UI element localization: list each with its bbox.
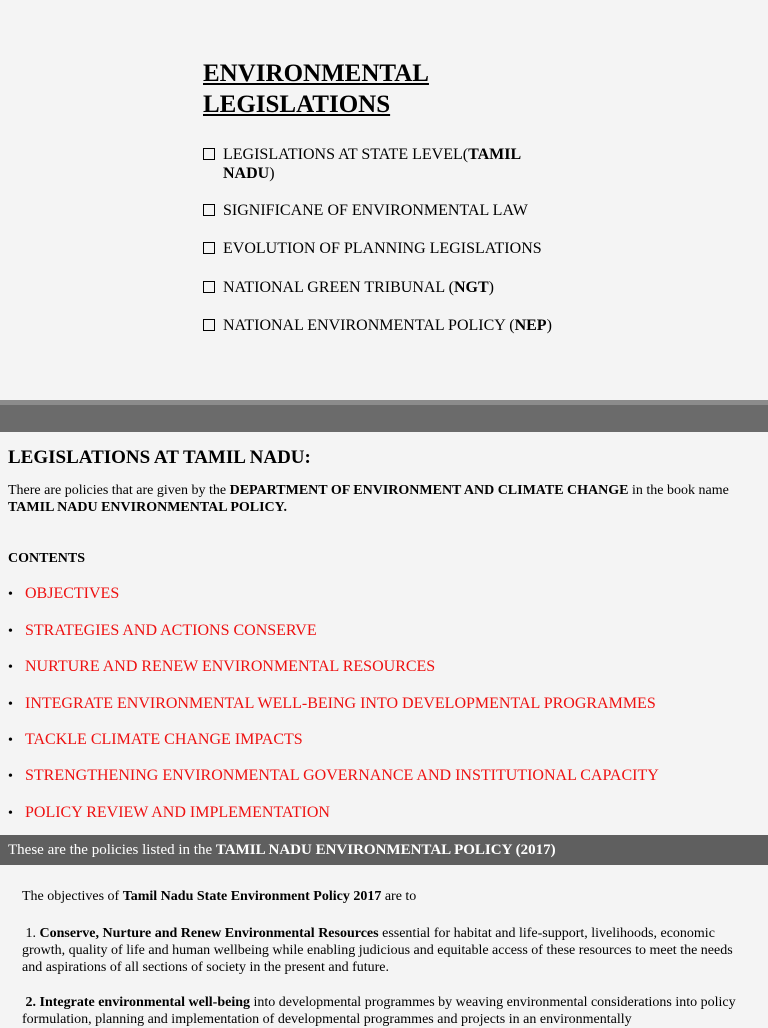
contents-label: CONTENTS xyxy=(8,551,86,566)
contents-item: • TACKLE CLIMATE CHANGE IMPACTS xyxy=(8,731,303,748)
topic-item: LEGISLATIONS AT STATE LEVEL(TAMIL NADU) xyxy=(203,145,583,183)
bullet-icon: • xyxy=(8,624,13,639)
topic-item: EVOLUTION OF PLANNING LEGISLATIONS xyxy=(203,239,583,258)
contents-item: • NURTURE AND RENEW ENVIRONMENTAL RESOURCES xyxy=(8,658,436,675)
bullet-icon: • xyxy=(8,769,13,784)
contents-item: • INTEGRATE ENVIRONMENTAL WELL-BEING INTO DEVELOPMENTAL PROGRAMMES xyxy=(8,695,656,712)
contents-item: • STRENGTHENING ENVIRONMENTAL GOVERNANCE AND INSTITUTIONAL CAPACITY xyxy=(8,767,659,784)
caption-bar: These are the policies listed in the TAMIL NADU ENVIRONMENTAL POLICY (2017) xyxy=(0,835,768,865)
bullet-icon: • xyxy=(8,733,13,748)
checkbox-icon xyxy=(203,281,215,293)
bullet-icon: • xyxy=(8,697,13,712)
slide-title: ENVIRONMENTAL LEGISLATIONS xyxy=(203,60,429,118)
section-heading: LEGISLATIONS AT TAMIL NADU: xyxy=(8,447,311,468)
objective-paragraph-2: 2. Integrate environmental well-being into developmental programmes by weaving environmental considerations into policy formulation, planning and implementation of developmental programmes and projects in an environmentally xyxy=(22,995,736,1027)
slide-separator xyxy=(0,400,768,432)
bullet-icon: • xyxy=(8,587,13,602)
checkbox-icon xyxy=(203,242,215,254)
book-name: TAMIL NADU ENVIRONMENTAL POLICY. xyxy=(8,500,287,515)
bullet-icon: • xyxy=(8,660,13,675)
bullet-icon: • xyxy=(8,806,13,821)
slide-3 xyxy=(0,865,768,1027)
slide-2 xyxy=(0,432,768,832)
topic-item: SIGNIFICANE OF ENVIRONMENTAL LAW xyxy=(203,201,583,220)
intro-paragraph: There are policies that are given by the DEPARTMENT OF ENVIRONMENT AND CLIMATE CHANGE in the book name TAMIL NADU ENVIRONMENTAL POLICY. xyxy=(8,483,729,515)
contents-item: • STRATEGIES AND ACTIONS CONSERVE xyxy=(8,622,317,639)
contents-item: • POLICY REVIEW AND IMPLEMENTATION xyxy=(8,804,330,821)
checkbox-icon xyxy=(203,148,215,160)
topic-item: NATIONAL GREEN TRIBUNAL (NGT) xyxy=(203,278,583,297)
checkbox-icon xyxy=(203,204,215,216)
slide-1 xyxy=(0,0,768,400)
objective-paragraph-1: 1. Conserve, Nurture and Renew Environmental Resources essential for habitat and life-support, livelihoods, economic growth, quality of life and human wellbeing while enabling judicious and equitable access of these resources to meet the needs and aspirations of all sections of society in the present and future. xyxy=(22,926,733,975)
checkbox-icon xyxy=(203,319,215,331)
contents-item: • OBJECTIVES xyxy=(8,585,120,602)
topic-item: NATIONAL ENVIRONMENTAL POLICY (NEP) xyxy=(203,316,583,335)
objectives-intro: The objectives of Tamil Nadu State Environment Policy 2017 are to xyxy=(22,889,417,904)
